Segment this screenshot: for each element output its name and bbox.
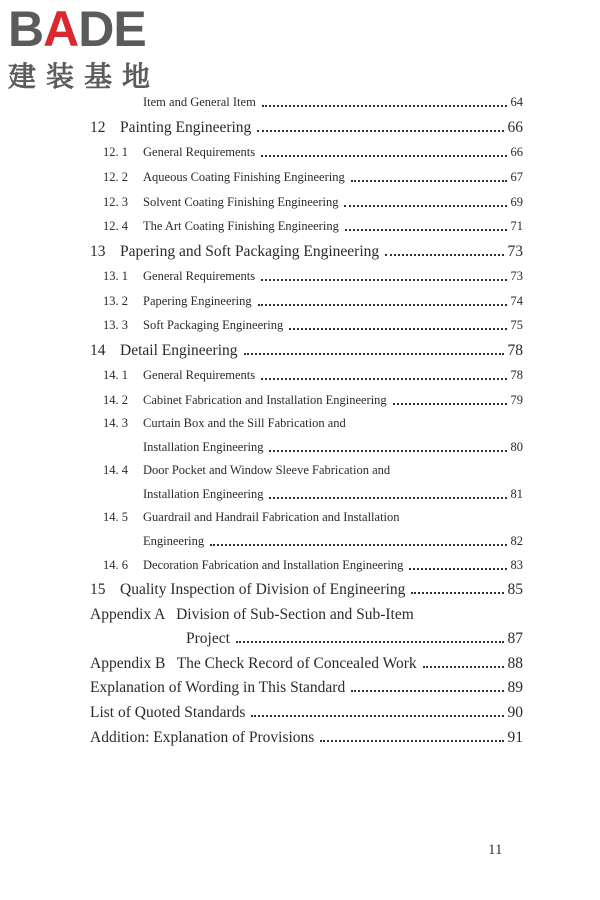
dot-leader — [236, 641, 504, 643]
toc-number: 15 — [90, 581, 106, 598]
toc-title: Solvent Coating Finishing Engineering — [143, 195, 339, 209]
toc-row — [90, 729, 523, 747]
toc-title: Papering and Soft Packaging Engineering — [120, 243, 380, 260]
toc-page: 79 — [510, 393, 523, 407]
dot-leader — [269, 450, 506, 452]
toc-page: 81 — [510, 487, 523, 501]
toc-title: Addition: Explanation of Provisions — [90, 729, 315, 746]
toc-title: General Requirements — [143, 269, 256, 283]
toc-page: 83 — [510, 558, 523, 572]
toc-number: 14. 5 — [103, 510, 128, 524]
toc-row — [103, 145, 523, 160]
dot-leader — [320, 740, 503, 742]
logo-wordmark: BADE — [8, 1, 146, 57]
toc-page: 78 — [507, 342, 523, 359]
toc-title: Decoration Fabrication and Installation Engineering — [143, 558, 404, 572]
toc-page: 78 — [510, 368, 523, 382]
toc-title: Appendix B The Check Record of Concealed Work — [90, 655, 417, 672]
dot-leader — [244, 353, 504, 355]
toc-row — [103, 416, 523, 431]
toc-row — [90, 581, 523, 599]
toc-row — [90, 704, 523, 722]
toc-page: 64 — [510, 95, 523, 109]
dot-leader — [269, 497, 506, 499]
toc-number: 14 — [90, 342, 106, 359]
toc-row — [90, 243, 523, 261]
page-number: 11 — [488, 842, 503, 858]
toc-row — [90, 606, 523, 624]
toc-title: Installation Engineering — [143, 487, 264, 501]
dot-leader — [351, 690, 503, 692]
toc-row — [103, 269, 523, 284]
toc-title: General Requirements — [143, 368, 256, 382]
toc-row — [103, 558, 523, 573]
toc-page: 87 — [507, 630, 523, 647]
dot-leader — [261, 378, 506, 380]
toc-number: 12 — [90, 119, 106, 136]
toc-page: 73 — [507, 243, 523, 260]
toc-row — [103, 170, 523, 185]
dot-leader — [257, 130, 503, 132]
toc-row — [90, 679, 523, 697]
toc-page: 88 — [507, 655, 523, 672]
toc-row — [186, 630, 523, 648]
toc-number: 12. 4 — [103, 219, 128, 233]
dot-leader — [261, 279, 506, 281]
toc-title: Project — [186, 630, 230, 647]
toc-row — [103, 393, 523, 408]
toc-row — [103, 219, 523, 234]
toc-number: 14. 2 — [103, 393, 128, 407]
toc-title: Curtain Box and the Sill Fabrication and — [143, 416, 346, 430]
toc-row — [103, 318, 523, 333]
toc-number: 12. 3 — [103, 195, 128, 209]
toc-number: 14. 6 — [103, 558, 128, 572]
toc-title: The Art Coating Finishing Engineering — [143, 219, 339, 233]
toc-title: Appendix A Division of Sub-Section and Sub-Item — [90, 606, 414, 623]
toc-title: Installation Engineering — [143, 440, 264, 454]
toc-title: Papering Engineering — [143, 294, 252, 308]
toc-title: Engineering — [143, 534, 205, 548]
toc-page: 90 — [507, 704, 523, 721]
toc-page: 67 — [510, 170, 523, 184]
toc-page: 66 — [507, 119, 523, 136]
toc-title: Soft Packaging Engineering — [143, 318, 284, 332]
toc-number: 13. 2 — [103, 294, 128, 308]
toc-title: Cabinet Fabrication and Installation Engineering — [143, 393, 387, 407]
toc-page: 73 — [510, 269, 523, 283]
toc-row — [90, 655, 523, 673]
toc-number: 12. 2 — [103, 170, 128, 184]
dot-leader — [261, 155, 506, 157]
toc-row — [143, 95, 523, 110]
toc-title: Explanation of Wording in This Standard — [90, 679, 346, 696]
dot-leader — [289, 328, 506, 330]
toc-title: Guardrail and Handrail Fabrication and Installation — [143, 510, 400, 524]
toc-page: 89 — [507, 679, 523, 696]
toc-row — [103, 463, 523, 478]
toc-title: Quality Inspection of Division of Engineering — [120, 581, 406, 598]
toc-title: Door Pocket and Window Sleeve Fabrication and — [143, 463, 391, 477]
toc-row — [103, 195, 523, 210]
toc-page: 85 — [507, 581, 523, 598]
toc-row — [143, 440, 523, 455]
dot-leader — [385, 254, 503, 256]
dot-leader — [344, 205, 506, 207]
toc-page: 91 — [507, 729, 523, 746]
toc-page: 66 — [510, 145, 523, 159]
dot-leader — [345, 229, 507, 231]
dot-leader — [393, 403, 507, 405]
toc-title: Painting Engineering — [120, 119, 252, 136]
toc-row — [143, 487, 523, 502]
toc-title: Aqueous Coating Finishing Engineering — [143, 170, 345, 184]
dot-leader — [351, 180, 507, 182]
toc-row — [143, 534, 523, 549]
toc-row — [103, 294, 523, 309]
toc-title: List of Quoted Standards — [90, 704, 246, 721]
toc-page: 69 — [510, 195, 523, 209]
toc-page: 75 — [510, 318, 523, 332]
toc-page: 82 — [510, 534, 523, 548]
dot-leader — [251, 715, 503, 717]
toc-title: Detail Engineering — [120, 342, 238, 359]
toc-row — [103, 510, 523, 525]
logo-chinese-text: 建装基地 — [8, 60, 161, 93]
toc-title: General Requirements — [143, 145, 256, 159]
toc-number: 13. 3 — [103, 318, 128, 332]
toc-row — [90, 119, 523, 137]
dot-leader — [262, 105, 507, 107]
toc-page: 71 — [510, 219, 523, 233]
toc-page: 74 — [510, 294, 523, 308]
toc-row — [90, 342, 523, 360]
toc-row — [103, 368, 523, 383]
dot-leader — [411, 592, 503, 594]
toc-number: 13. 1 — [103, 269, 128, 283]
toc-number: 14. 3 — [103, 416, 128, 430]
toc-number: 13 — [90, 243, 106, 260]
toc-title: Item and General Item — [143, 95, 256, 109]
toc-number: 14. 1 — [103, 368, 128, 382]
toc-number: 12. 1 — [103, 145, 128, 159]
toc-page: 80 — [510, 440, 523, 454]
toc-number: 14. 4 — [103, 463, 128, 477]
dot-leader — [423, 666, 504, 668]
dot-leader — [210, 544, 506, 546]
dot-leader — [409, 568, 506, 570]
dot-leader — [258, 304, 507, 306]
